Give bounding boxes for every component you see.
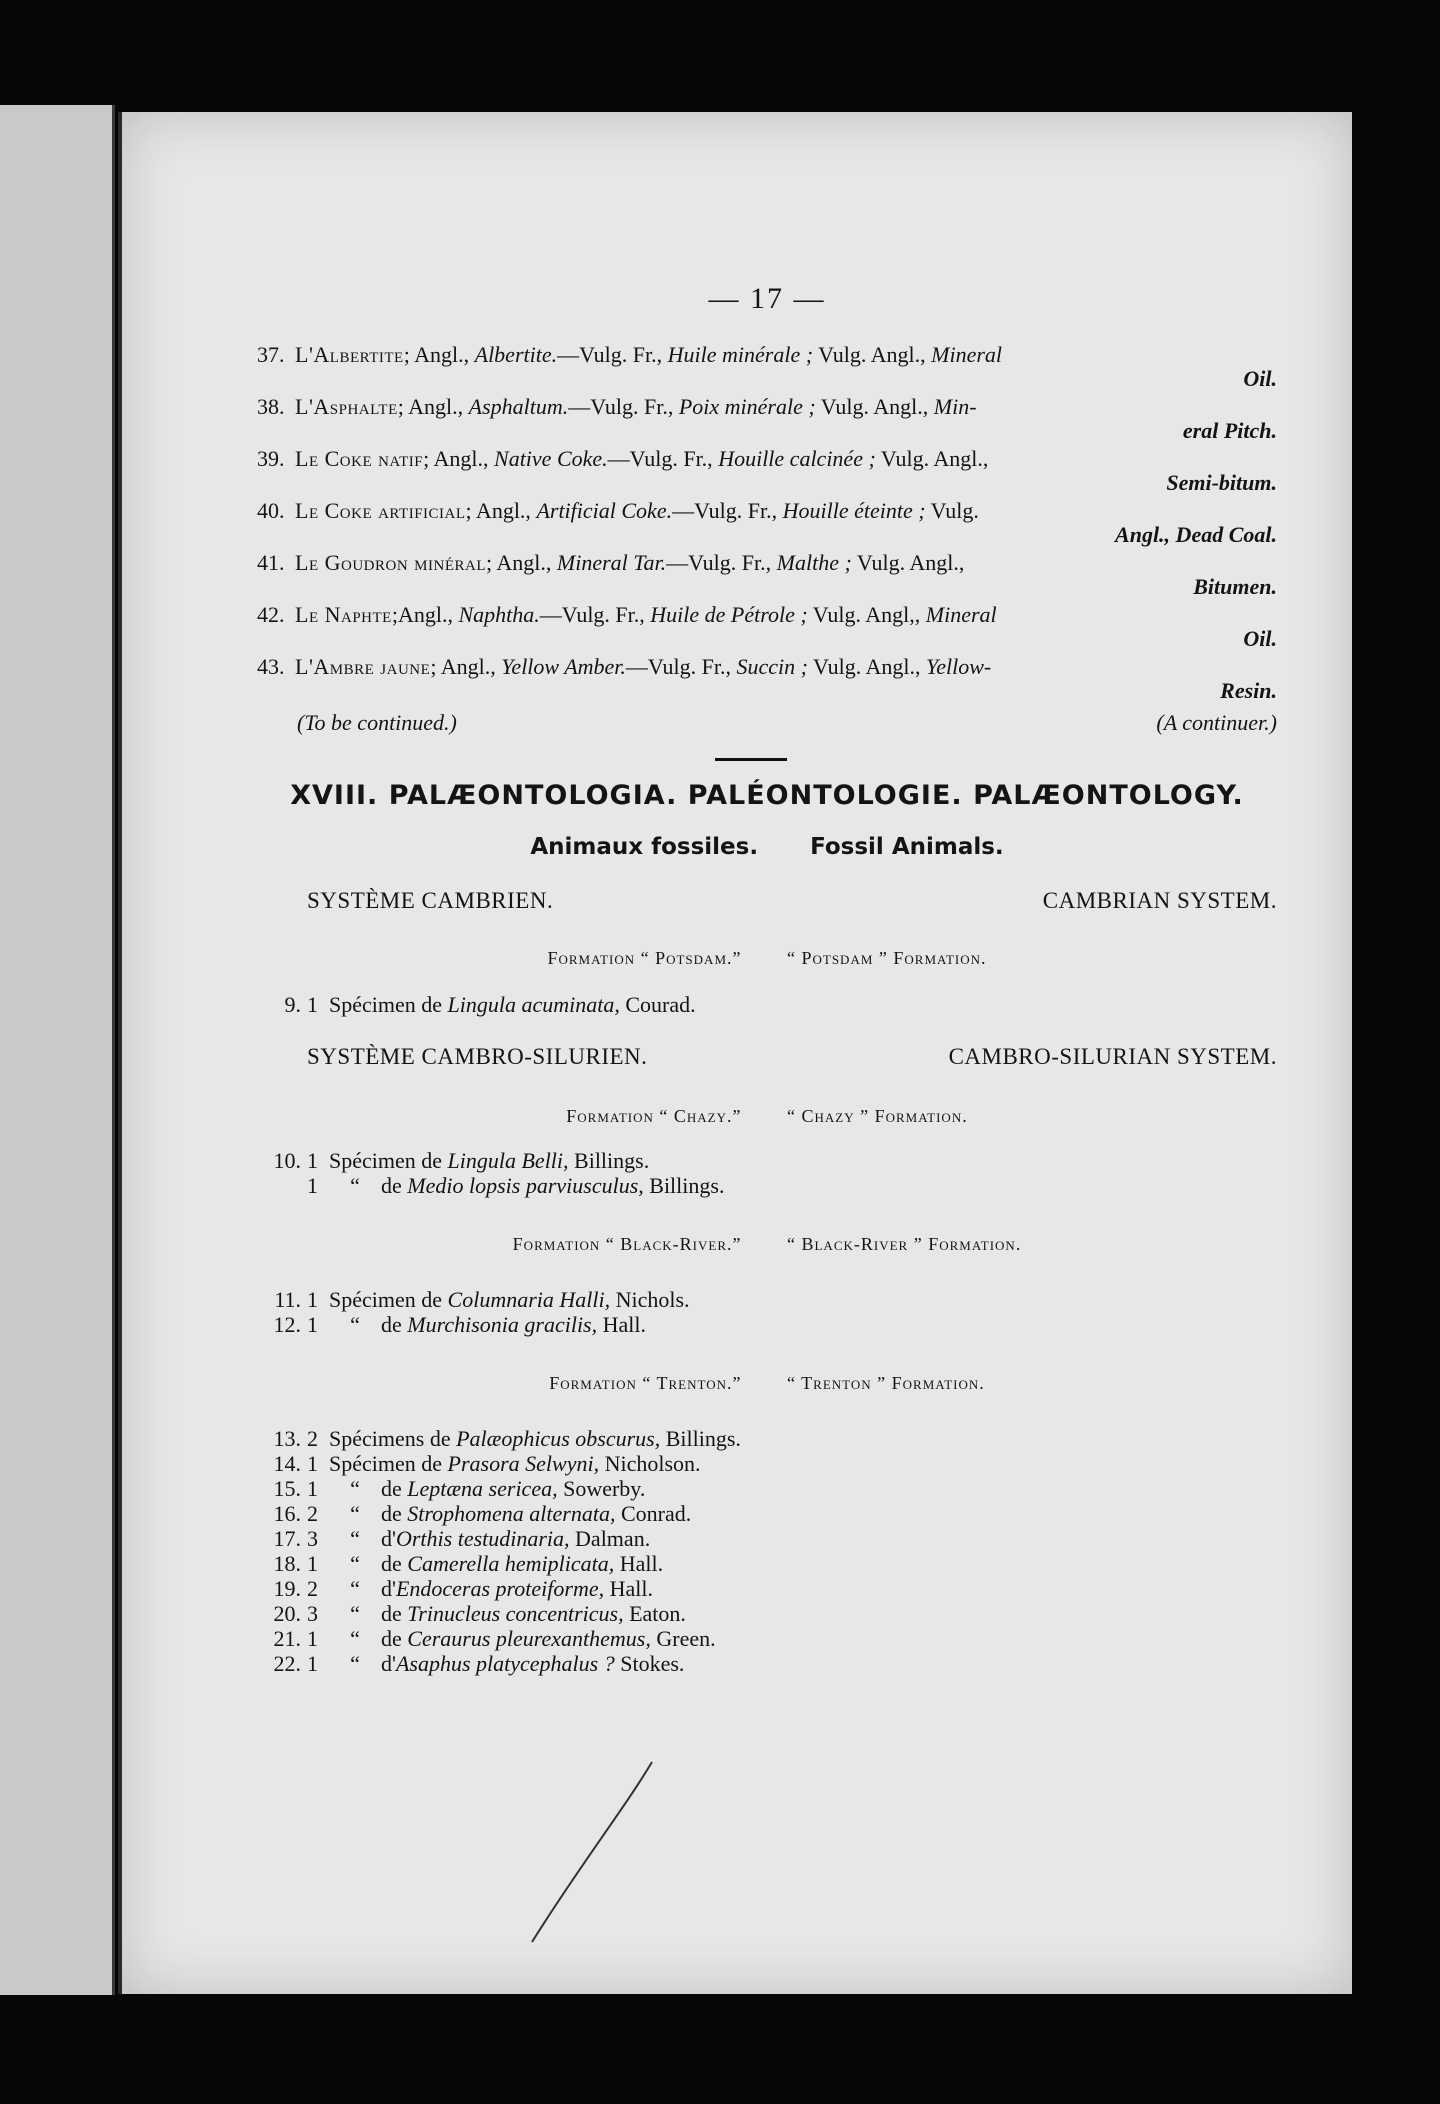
entry-text: Asphaltum. xyxy=(468,394,569,419)
entry-text: Mineral xyxy=(925,602,997,627)
entry-text: Vulg. Angl,, xyxy=(807,602,926,627)
specimen-quantity: 1 xyxy=(307,1148,318,1173)
specimen-label: de xyxy=(381,1312,408,1337)
previous-page-edge xyxy=(0,105,115,1995)
ditto-mark: “ xyxy=(350,1551,360,1576)
entry-text: ; Angl., xyxy=(465,498,537,523)
entry-text: ;Angl., xyxy=(391,602,459,627)
specimen-quantity: 1 xyxy=(307,1312,318,1337)
entry-number: 37. xyxy=(257,342,285,367)
formation-black-river xyxy=(257,1234,1277,1255)
page-number: — 17 — xyxy=(708,282,826,315)
specimen-label: Spécimen de xyxy=(329,1148,448,1173)
entry-text: Vulg. Angl., xyxy=(807,654,926,679)
specimen-label: de xyxy=(381,1626,408,1651)
species-author: Billings. xyxy=(660,1426,741,1451)
entry-text: Huile minérale ; xyxy=(667,342,814,367)
entry-text: L'Albertite xyxy=(295,342,404,367)
species-author: Conrad. xyxy=(615,1501,692,1526)
entry-continuation: Semi-bitum. xyxy=(1166,470,1277,495)
entry-text: Malthe ; xyxy=(776,550,852,575)
species-name: Asaphus platycephalus ? xyxy=(395,1651,615,1676)
entry-text: ; Angl., xyxy=(485,550,557,575)
specimen-row xyxy=(257,1551,1277,1576)
specimen-quantity: 2 xyxy=(307,1501,318,1526)
specimen-number: 17. xyxy=(273,1526,301,1551)
specimen-row xyxy=(257,1501,1277,1526)
specimen-number: 14. xyxy=(273,1451,301,1476)
species-author: Hall. xyxy=(614,1551,664,1576)
species-author: Hall. xyxy=(604,1576,654,1601)
formation-potsdam xyxy=(257,948,1277,969)
species-name: Ceraurus pleurexanthemus, xyxy=(407,1626,651,1651)
entry-text: Vulg. Angl., xyxy=(813,342,932,367)
ditto-mark: “ xyxy=(350,1526,360,1551)
entry-line xyxy=(257,394,977,420)
entry-number: 38. xyxy=(257,394,285,419)
subhead-en: Fossil Animals. xyxy=(810,834,1004,860)
species-author: Nicholson. xyxy=(599,1451,701,1476)
mineral-entries xyxy=(257,342,1277,706)
formation-chazy xyxy=(257,1106,1277,1127)
system-fr: SYSTÈME CAMBRIEN. xyxy=(307,888,554,913)
specimen-label: d' xyxy=(381,1576,396,1601)
species-name: Palæophicus obscurus, xyxy=(456,1426,661,1451)
specimen-quantity: 1 xyxy=(307,1551,318,1576)
species-author: Hall. xyxy=(597,1312,647,1337)
specimen-number: 19. xyxy=(273,1576,301,1601)
entry-continuation: Oil. xyxy=(1243,366,1277,391)
specimen-label: de xyxy=(381,1476,408,1501)
species-name: Camerella hemiplicata, xyxy=(407,1551,615,1576)
entry-number: 39. xyxy=(257,446,285,471)
formation-trenton xyxy=(257,1373,1277,1394)
ditto-mark: “ xyxy=(350,1626,360,1651)
specimen-row xyxy=(257,992,1277,1017)
species-author: Eaton. xyxy=(623,1601,686,1626)
entry-text: Le Naphte xyxy=(295,602,392,627)
mineral-entry xyxy=(257,550,1277,602)
entry-text: ; Angl., xyxy=(423,446,495,471)
formation-fr: Formation “ Potsdam.” xyxy=(547,948,742,968)
species-author: Sowerby. xyxy=(557,1476,646,1501)
specimen-row xyxy=(257,1601,1277,1626)
system-en: CAMBRIAN SYSTEM. xyxy=(1042,888,1277,913)
entry-text: Houille éteinte ; xyxy=(782,498,926,523)
mineral-entry xyxy=(257,342,1277,394)
species-name: Prasora Selwyni, xyxy=(447,1451,600,1476)
specimen-quantity: 1 xyxy=(307,1476,318,1501)
specimen-list-black-river xyxy=(257,1287,1277,1337)
species-author: Stokes. xyxy=(614,1651,685,1676)
specimen-quantity: 3 xyxy=(307,1526,318,1551)
entry-text: Le Goudron minéral xyxy=(295,550,486,575)
document-page xyxy=(118,112,1352,1994)
specimen-label: de xyxy=(381,1501,408,1526)
entry-text: Le Coke natif xyxy=(295,446,424,471)
specimen-quantity: 1 xyxy=(307,1626,318,1651)
species-name: Endoceras proteiforme, xyxy=(395,1576,605,1601)
entry-text: —Vulg. Fr., xyxy=(625,654,737,679)
specimen-quantity: 3 xyxy=(307,1601,318,1626)
specimen-number: 9. xyxy=(284,992,301,1017)
specimen-label: d' xyxy=(381,1526,396,1551)
entry-line xyxy=(257,446,988,472)
specimen-label: de xyxy=(381,1551,408,1576)
continued-en: (To be continued.) xyxy=(297,710,457,735)
specimen-row xyxy=(257,1451,1277,1476)
entry-line xyxy=(257,498,979,524)
entry-text: Yellow- xyxy=(926,654,992,679)
entry-text: —Vulg. Fr., xyxy=(607,446,719,471)
system-en: CAMBRO-SILURIAN SYSTEM. xyxy=(948,1044,1277,1069)
subhead-fr: Animaux fossiles. xyxy=(530,834,759,860)
entry-text: L'Asphalte xyxy=(295,394,398,419)
species-author: Courad. xyxy=(619,992,696,1017)
species-name: Trinucleus concentricus, xyxy=(407,1601,624,1626)
specimen-list-potsdam xyxy=(257,992,1277,1017)
entry-text: Succin ; xyxy=(736,654,808,679)
specimen-quantity: 2 xyxy=(307,1426,318,1451)
entry-number: 40. xyxy=(257,498,285,523)
specimen-label: Spécimen de xyxy=(329,992,448,1017)
formation-en: “ Potsdam ” Formation. xyxy=(787,948,987,968)
specimen-row xyxy=(257,1651,1277,1676)
entry-text: —Vulg. Fr., xyxy=(557,342,668,367)
specimen-number: 16. xyxy=(273,1501,301,1526)
formation-fr: Formation “ Black-River.” xyxy=(512,1234,742,1254)
specimen-number: 13. xyxy=(273,1426,301,1451)
entry-text: Houille calcinée ; xyxy=(718,446,876,471)
system-fr: SYSTÈME CAMBRO-SILURIEN. xyxy=(307,1044,648,1069)
entry-text: Vulg. Angl., xyxy=(875,446,989,471)
entry-continuation: Oil. xyxy=(1243,626,1277,651)
formation-en: “ Trenton ” Formation. xyxy=(787,1373,985,1393)
specimen-number: 11. xyxy=(274,1287,301,1312)
ditto-mark: “ xyxy=(350,1576,360,1601)
entry-text: L'Ambre jaune xyxy=(295,654,431,679)
specimen-row xyxy=(257,1626,1277,1651)
section-subheading xyxy=(257,834,1277,860)
specimen-label: Spécimen de xyxy=(329,1287,448,1312)
specimen-row xyxy=(257,1148,1277,1173)
specimen-number: 12. xyxy=(273,1312,301,1337)
species-name: Columnaria Halli, xyxy=(447,1287,611,1312)
page-content xyxy=(257,112,1277,1994)
species-name: Lingula acuminata, xyxy=(447,992,620,1017)
specimen-number: 15. xyxy=(273,1476,301,1501)
specimen-list-trenton xyxy=(257,1426,1277,1676)
entry-text: —Vulg. Fr., xyxy=(539,602,651,627)
specimen-row xyxy=(257,1426,1277,1451)
entry-text: Vulg. Angl., xyxy=(851,550,965,575)
entry-continuation: Resin. xyxy=(1220,678,1277,703)
ditto-mark: “ xyxy=(350,1476,360,1501)
entry-text: Mineral Tar. xyxy=(556,550,667,575)
specimen-quantity: 1 xyxy=(307,1173,318,1198)
entry-line xyxy=(257,342,1002,368)
species-author: Green. xyxy=(650,1626,716,1651)
entry-text: Le Coke artificial xyxy=(295,498,466,523)
entry-continuation: Bitumen. xyxy=(1193,574,1277,599)
formation-en: “ Chazy ” Formation. xyxy=(787,1106,968,1126)
species-name: Murchisonia gracilis, xyxy=(407,1312,598,1337)
specimen-list-chazy xyxy=(257,1148,1277,1198)
ditto-mark: “ xyxy=(350,1601,360,1626)
specimen-row xyxy=(257,1312,1277,1337)
specimen-number: 21. xyxy=(273,1626,301,1651)
entry-text: —Vulg. Fr., xyxy=(672,498,783,523)
formation-en: “ Black-River ” Formation. xyxy=(787,1234,1022,1254)
entry-continuation: Angl., Dead Coal. xyxy=(1115,522,1277,547)
entry-text: ; Angl., xyxy=(397,394,469,419)
species-name: Lingula Belli, xyxy=(447,1148,569,1173)
specimen-label: de xyxy=(381,1173,408,1198)
ditto-mark: “ xyxy=(350,1312,360,1337)
entry-text: Yellow Amber. xyxy=(501,654,626,679)
entry-line xyxy=(257,654,991,680)
ditto-mark: “ xyxy=(350,1651,360,1676)
entry-text: Albertite. xyxy=(474,342,558,367)
species-name: Medio lopsis parviusculus, xyxy=(407,1173,644,1198)
mineral-entry xyxy=(257,654,1277,706)
mineral-entry xyxy=(257,498,1277,550)
pencil-mark-icon xyxy=(522,1752,662,1952)
specimen-quantity: 1 xyxy=(307,1651,318,1676)
continuation-note xyxy=(297,710,1277,736)
entry-text: Vulg. xyxy=(925,498,979,523)
ditto-mark: “ xyxy=(350,1173,360,1198)
ditto-mark: “ xyxy=(350,1501,360,1526)
entry-text: —Vulg. Fr., xyxy=(568,394,679,419)
species-name: Strophomena alternata, xyxy=(407,1501,616,1526)
specimen-number: 20. xyxy=(273,1601,301,1626)
specimen-row xyxy=(257,1476,1277,1501)
entry-continuation: eral Pitch. xyxy=(1182,418,1277,443)
specimen-number: 10. xyxy=(273,1148,301,1173)
specimen-quantity: 2 xyxy=(307,1576,318,1601)
specimen-quantity: 1 xyxy=(307,1451,318,1476)
entry-text: —Vulg. Fr., xyxy=(666,550,777,575)
entry-text: Min- xyxy=(933,394,977,419)
entry-number: 43. xyxy=(257,654,285,679)
entry-text: Naphtha. xyxy=(458,602,540,627)
mineral-entry xyxy=(257,446,1277,498)
entry-text: Native Coke. xyxy=(494,446,608,471)
species-name: Leptæna sericea, xyxy=(407,1476,558,1501)
mineral-entry xyxy=(257,394,1277,446)
entry-text: Artificial Coke. xyxy=(536,498,673,523)
entry-number: 41. xyxy=(257,550,285,575)
species-name: Orthis testudinaria, xyxy=(395,1526,570,1551)
entry-text: Mineral xyxy=(931,342,1003,367)
mineral-entry xyxy=(257,602,1277,654)
specimen-label: Spécimens de xyxy=(329,1426,457,1451)
formation-fr: Formation “ Chazy.” xyxy=(566,1106,742,1126)
entry-text: ; Angl., xyxy=(430,654,502,679)
specimen-quantity: 1 xyxy=(307,1287,318,1312)
entry-line xyxy=(257,602,997,628)
specimen-label: Spécimen de xyxy=(329,1451,448,1476)
entry-text: ; Angl., xyxy=(403,342,475,367)
entry-text: Vulg. Angl., xyxy=(815,394,934,419)
section-title: XVIII. PALÆONTOLOGIA. PALÉONTOLOGIE. PALÆONTOLOGY. xyxy=(290,780,1244,811)
species-author: Billings. xyxy=(643,1173,725,1198)
species-author: Billings. xyxy=(568,1148,650,1173)
specimen-row xyxy=(257,1287,1277,1312)
entry-text: Poix minérale ; xyxy=(678,394,816,419)
entry-number: 42. xyxy=(257,602,285,627)
formation-fr: Formation “ Trenton.” xyxy=(549,1373,742,1393)
specimen-label: de xyxy=(381,1601,408,1626)
specimen-row xyxy=(257,1526,1277,1551)
specimen-label: d' xyxy=(381,1651,396,1676)
specimen-quantity: 1 xyxy=(307,992,318,1017)
entry-line xyxy=(257,550,964,576)
specimen-number: 22. xyxy=(273,1651,301,1676)
specimen-number: 18. xyxy=(273,1551,301,1576)
species-author: Dalman. xyxy=(569,1526,651,1551)
continued-fr: (A continuer.) xyxy=(1156,710,1277,735)
separator-rule xyxy=(715,758,787,761)
species-author: Nichols. xyxy=(610,1287,690,1312)
specimen-row xyxy=(257,1576,1277,1601)
entry-text: Huile de Pétrole ; xyxy=(650,602,808,627)
specimen-row xyxy=(257,1173,1277,1198)
